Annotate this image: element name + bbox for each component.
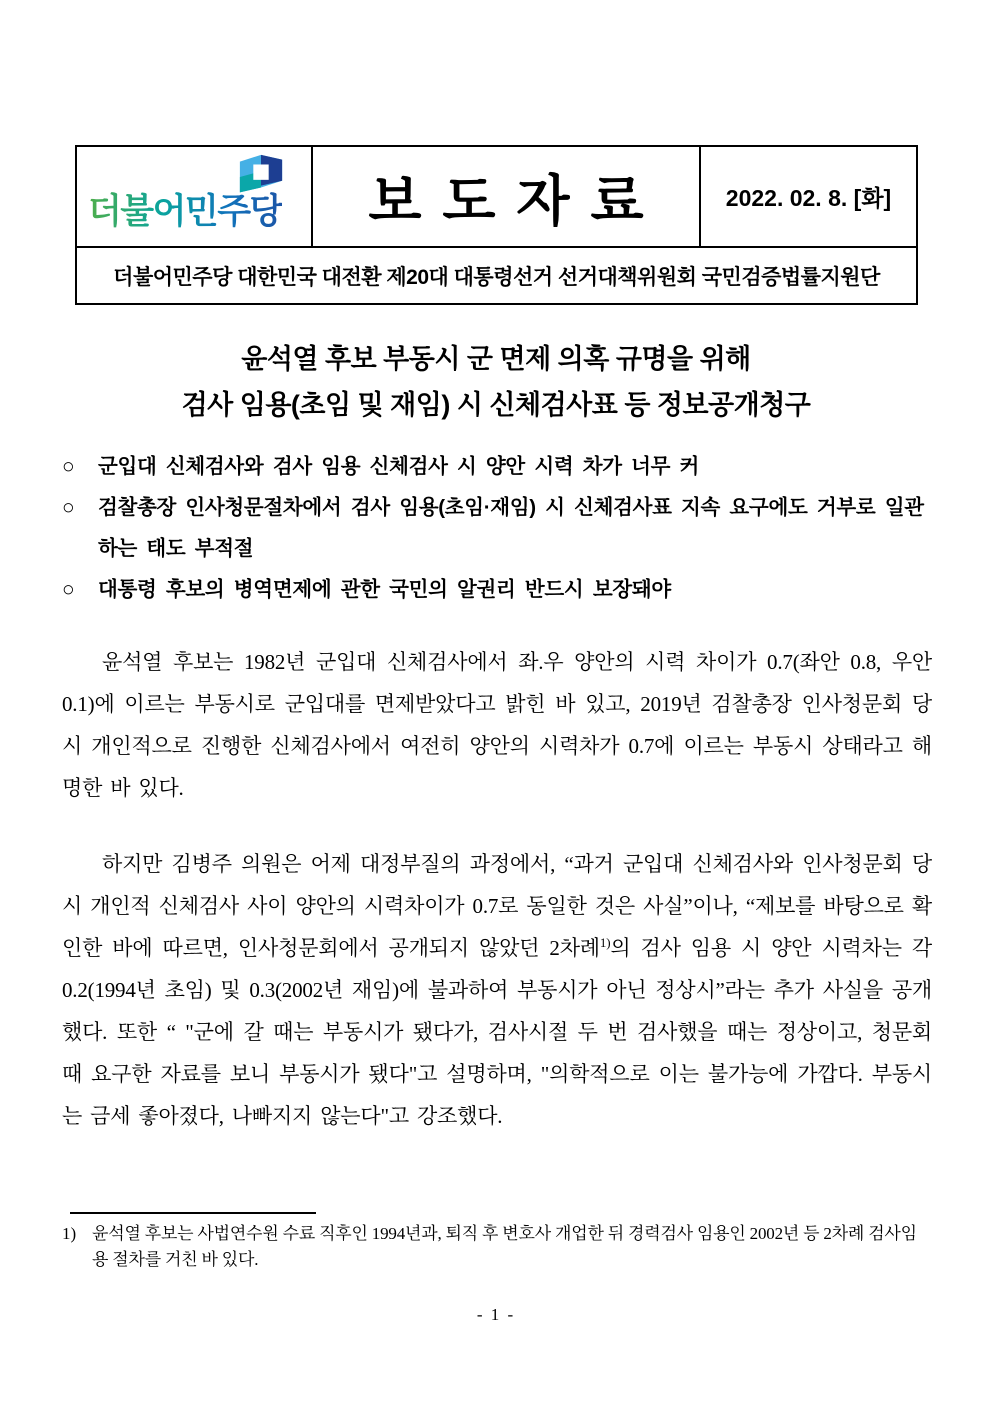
summary-bullets (62, 446, 936, 610)
summary-bullet (62, 569, 936, 610)
bullet-circle-icon: ○ (62, 578, 75, 601)
doc-type-label: 보도자료 (368, 170, 665, 232)
document-title (0, 336, 992, 428)
issuing-organization: 더불어민주당 대한민국 대전환 제20대 대통령선거 선거대책위원회 국민검증법률지원단 (113, 265, 880, 289)
summary-bullet (62, 446, 936, 487)
date-cell (701, 147, 916, 246)
body-paragraph-1 (62, 641, 932, 809)
bullet-text: 검찰총장 인사청문절차에서 검사 임용(초임·재임) 시 신체검사표 지속 요구에도 거부로 일관하는 태도 부적절 (98, 496, 924, 560)
footnote-reference: 1) (599, 935, 611, 950)
bullet-circle-icon: ○ (62, 455, 75, 478)
footnote-text: 윤석열 후보는 사법연수원 수료 직후인 1994년과, 퇴직 후 변호사 개업한 뒤 경력검사 임용인 2002년 등 2차례 검사임용 절차를 거친 바 있다. (92, 1224, 917, 1269)
paragraph-text: 윤석열 후보는 1982년 군입대 신체검사에서 좌.우 양안의 시력 차이가 0.7(좌안 0.8, 우안 0.1)에 이르는 부동시로 군입대를 면제받았다고 밝힌 바 있고, 2019년 검찰총장 인사청문회 당시 개인적으로 진행한 신체검사에서 여전히 양안의 시력차가 0.7에 이르는 부동시 상태라고 해명한 바 있다. (62, 650, 932, 800)
party-logo-cell (77, 147, 313, 246)
body-text (62, 641, 932, 1171)
header-row-main (77, 147, 916, 248)
footnote-marker: 1) (62, 1224, 77, 1243)
header-subtitle-row (77, 248, 916, 303)
document-title-line2: 검사 임용(초임 및 재임) 시 신체검사표 등 정보공개청구 (181, 390, 811, 420)
document-title-line1: 윤석열 후보 부동시 군 면제 의혹 규명을 위해 (241, 344, 751, 374)
page-number: - 1 - (476, 1305, 516, 1324)
bullet-text: 군입대 신체검사와 검사 임용 신체검사 시 양안 시력 차가 너무 커 (98, 455, 700, 478)
party-logo-text: 더불어민주당 (88, 184, 282, 234)
paragraph-text: 의 검사 임용 시 양안 시력차는 각 0.2(1994년 초임) 및 0.3(2002년 재임)에 불과하여 부동시가 아닌 정상시”라는 추가 사실을 공개했다. 또한 “ "군에 갈 때는 부동시가 됐다가, 검사시절 두 번 검사했을 때는 정상이고, 청문회 때 요구한 자료를 보니 부동시가 됐다"고 설명하며, "의학적으로 이는 불가능에 가깝다. 부동시는 금세 좋아졌다, 나빠지지 않는다"고 강조했다. (62, 936, 932, 1128)
paragraph-text: 하지만 김병주 의원은 어제 대정부질의 과정에서, “과거 군입대 신체검사와 인사청문회 당시 개인적 신체검사 사이 양안의 시력차이가 0.7로 동일한 것은 사실”이나, “제보를 바탕으로 확인한 바에 따르면, 인사청문회에서 공개되지 않았던 2차례 (62, 852, 932, 960)
footnote (62, 1221, 932, 1273)
footnote-separator (70, 1212, 316, 1214)
bullet-circle-icon: ○ (62, 496, 75, 519)
footnote-area (62, 1212, 932, 1273)
doc-type-cell (313, 147, 701, 246)
header-box (75, 145, 918, 305)
summary-bullet (62, 487, 936, 569)
body-paragraph-2 (62, 843, 932, 1137)
bullet-text: 대통령 후보의 병역면제에 관한 국민의 알권리 반드시 보장돼야 (98, 578, 671, 601)
release-date: 2022. 02. 8. [화] (725, 185, 892, 211)
